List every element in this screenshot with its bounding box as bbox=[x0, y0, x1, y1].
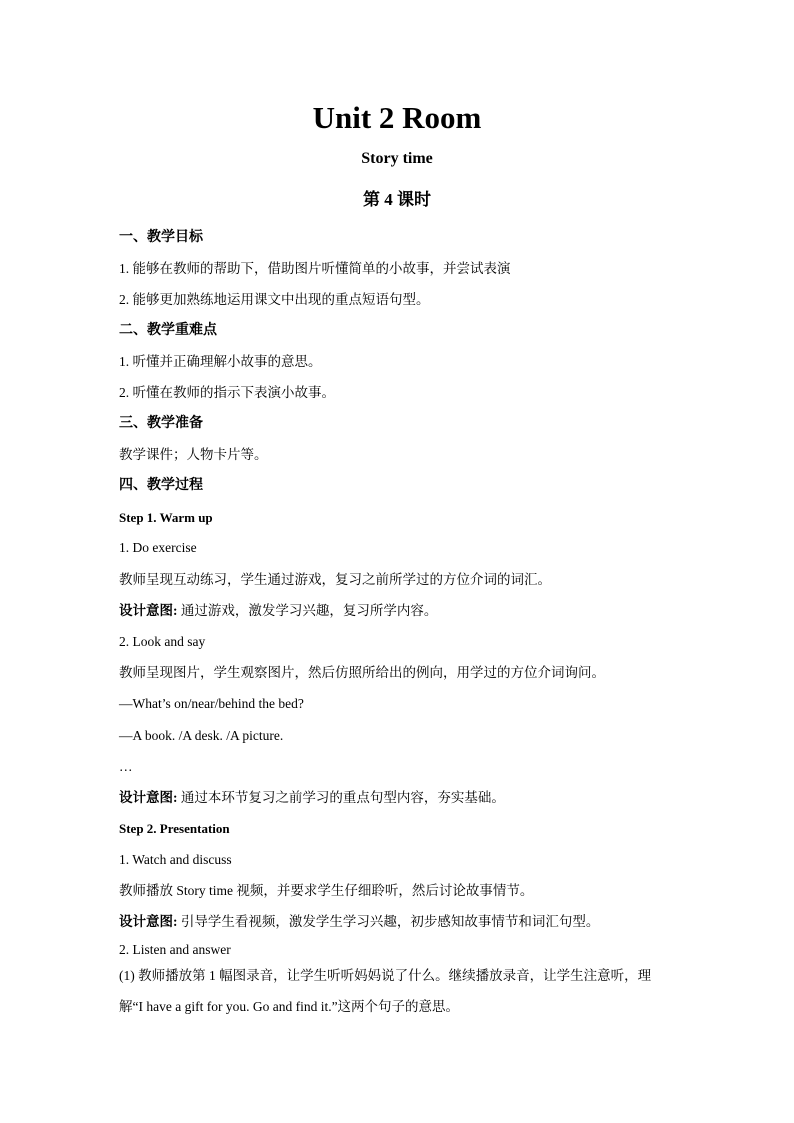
process-heading: 四、教学过程 bbox=[119, 478, 203, 493]
preparation-text: 教学课件；人物卡片等。 bbox=[119, 447, 268, 462]
step-2-item-1-intent bbox=[119, 912, 689, 932]
intent-label: 设计意图: bbox=[119, 790, 178, 805]
ellipsis: … bbox=[119, 759, 133, 774]
goals-heading: 一、教学目标 bbox=[119, 230, 203, 245]
step-1-item-1-text: 教师呈现互动练习，学生通过游戏，复习之前所学过的方位介词的词汇。 bbox=[119, 572, 551, 587]
step-2-item-1: 1. Watch and discuss bbox=[119, 852, 232, 867]
dialog-question: —What’s on/near/behind the bed? bbox=[119, 696, 304, 711]
step-2-heading: Step 2. Presentation bbox=[119, 821, 230, 836]
key-point-2: 2. 听懂在教师的指示下表演小故事。 bbox=[119, 385, 335, 400]
key-point-1: 1. 听懂并正确理解小故事的意思。 bbox=[119, 354, 322, 369]
step-1-item-1: 1. Do exercise bbox=[119, 540, 197, 555]
lesson-number: 第 4 课时 bbox=[363, 190, 431, 209]
step-1-item-2-intent bbox=[119, 788, 689, 808]
step-2-item-2: 2. Listen and answer bbox=[119, 942, 231, 957]
goal-item-2: 2. 能够更加熟练地运用课文中出现的重点短语句型。 bbox=[119, 292, 430, 307]
key-points-heading: 二、教学重难点 bbox=[119, 323, 217, 338]
intent-label: 设计意图: bbox=[119, 914, 178, 929]
step-1-item-2: 2. Look and say bbox=[119, 634, 206, 649]
page-subtitle: Story time bbox=[361, 150, 433, 167]
goal-item-1: 1. 能够在教师的帮助下，借助图片听懂简单的小故事，并尝试表演 bbox=[119, 261, 511, 276]
intent-label: 设计意图: bbox=[119, 603, 178, 618]
step-1-heading: Step 1. Warm up bbox=[119, 510, 213, 525]
step-2-item-1-text: 教师播放 Story time 视频，并要求学生仔细聆听，然后讨论故事情节。 bbox=[119, 883, 534, 898]
dialog-answer: —A book. /A desk. /A picture. bbox=[119, 728, 284, 743]
preparation-heading: 三、教学准备 bbox=[119, 416, 203, 431]
intent-text: 通过本环节复习之前学习的重点句型内容，夯实基础。 bbox=[177, 790, 505, 805]
page-title: Unit 2 Room bbox=[312, 100, 482, 135]
intent-text: 引导学生看视频，激发学生学习兴趣，初步感知故事情节和词汇句型。 bbox=[177, 914, 600, 929]
step-1-item-2-text: 教师呈现图片，学生观察图片，然后仿照所给出的例向，用学过的方位介词询问。 bbox=[119, 665, 605, 680]
step-1-item-1-intent bbox=[119, 601, 689, 621]
step-2-item-2-text-1: (1) 教师播放第 1 幅图录音，让学生听听妈妈说了什么。继续播放录音，让学生注意听，理 bbox=[119, 968, 652, 983]
intent-text: 通过游戏，激发学习兴趣，复习所学内容。 bbox=[177, 603, 438, 618]
step-2-item-2-text-2: 解“I have a gift for you. Go and find it.”这两个句子的意思。 bbox=[119, 999, 460, 1014]
